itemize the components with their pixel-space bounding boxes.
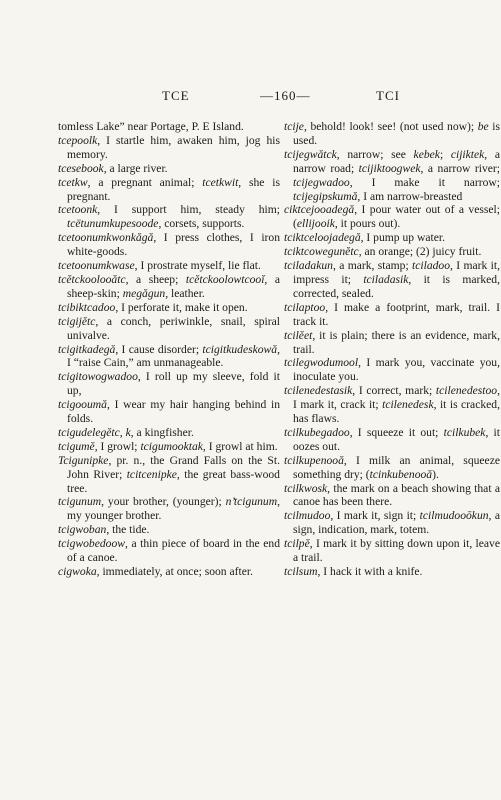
entry-text: tcilenedestoo [435, 384, 498, 398]
entry-text: , immediately, at once; soon after. [96, 565, 253, 578]
headword: cigwoka [58, 565, 97, 578]
headword: tcije [284, 120, 304, 133]
dictionary-entry [284, 565, 500, 579]
page-number: —160— [260, 88, 311, 103]
entry-text: , I support him, steady him; [97, 203, 280, 217]
dictionary-entry [58, 370, 280, 398]
headword: tcetkw [58, 175, 88, 189]
entry-text: , an orange; (2) juicy fruit. [358, 245, 482, 259]
dictionary-entry [58, 301, 280, 315]
entry-text: , a narrow river; [420, 161, 500, 175]
headword: tcigwobedoow [58, 537, 125, 551]
headword: tcijegwătck [284, 147, 337, 161]
entry-text: , a sign, indication, mark, totem. [293, 509, 500, 537]
running-header [60, 88, 440, 106]
entry-text: n’tcigunum [225, 495, 278, 509]
entry-text: , corsets, supports. [158, 217, 245, 231]
entry-text: , a thin piece of board in the end of a canoe. [67, 537, 280, 565]
headword: tcesebook [58, 161, 104, 175]
headword: tcigijĕtc [58, 314, 96, 328]
entry-text: , my younger brother. [67, 495, 280, 523]
entry-text: be [477, 120, 489, 133]
entry-text: tcijegwadoo [293, 175, 350, 189]
dictionary-entry [284, 259, 500, 301]
headword: tcetoonumkwonkăgă [58, 231, 154, 245]
entry-text: tcijiktoogwek [358, 161, 421, 175]
entry-text: cijiktek [450, 147, 485, 161]
entry-text: , I make a footprint, mark, trail. I track it. [293, 300, 500, 328]
headword: tcilkwosk [284, 481, 328, 495]
dictionary-entry [58, 273, 280, 301]
headword: tciktceloojadegă [284, 231, 361, 245]
entry-text: ; [439, 147, 451, 161]
dictionary-entry [284, 454, 500, 482]
dictionary-entry [58, 203, 280, 231]
dictionary-entry [58, 176, 280, 204]
entry-text: kebek [413, 147, 440, 161]
entry-text: tcilmudooōkun [419, 509, 489, 523]
headword: Tcigunipke [58, 453, 109, 467]
entry-text: , leather. [165, 286, 205, 300]
headword: tcilaptoo [284, 300, 326, 314]
dictionary-entry [58, 440, 280, 454]
entry-text: , I press clothes, I iron white-goods. [67, 231, 280, 259]
headword: ciktcejooadegă [284, 203, 355, 217]
entry-text: , I “raise Cain,” am unmanageable. [67, 342, 280, 370]
entry-text: tomless Lake” near Portage, P. E Island. [58, 120, 244, 133]
entry-text: ). [432, 467, 439, 481]
header-left-guide-word: TCE [162, 88, 190, 103]
entry-text: , your brother, (younger); [101, 495, 226, 509]
entry-text: tciladoo [412, 259, 451, 273]
entry-text: , it pours out). [334, 217, 401, 231]
header-right-guide-word: TCI [376, 88, 400, 103]
entry-text: , I prostrate myself, lie flat. [134, 259, 261, 273]
headword: tcilsum [284, 565, 318, 578]
entry-text: , pr. n., the Grand Falls on the St. John River; [67, 453, 280, 481]
entry-text: tcĕtckoolowtcooĭ [185, 272, 265, 286]
dictionary-entry [58, 454, 280, 496]
dictionary-entry [284, 426, 500, 454]
entry-text: , I perforate it, make it open. [115, 300, 248, 314]
entry-text: , a sheep; [125, 272, 186, 286]
entry-text: , I hack it with a knife. [317, 565, 423, 578]
dictionary-entry [58, 315, 280, 343]
dictionary-entry [58, 120, 280, 134]
entry-text: , a kingfisher. [130, 425, 194, 439]
entry-text: , I pour water out of a vessel; ( [293, 203, 500, 231]
dictionary-entry [284, 231, 500, 245]
dictionary-entry [284, 509, 500, 537]
entry-text: , a large river. [103, 161, 168, 175]
dictionary-entry [58, 162, 280, 176]
entry-text: , it is plain; there is an evidence, mark, trail. [293, 328, 500, 356]
headword: tcilpĕ [284, 537, 310, 551]
entry-text: is used. [293, 120, 501, 147]
entry-text: megăgun [122, 286, 166, 300]
dictionary-entry [284, 384, 500, 426]
entry-text: , a narrow road; [293, 147, 501, 175]
entry-text: , it oozes out. [293, 425, 500, 453]
dictionary-entry [284, 356, 500, 384]
dictionary-entry [58, 343, 280, 371]
entry-text: tcitcenipke [126, 467, 177, 481]
dictionary-entry [58, 495, 280, 523]
entry-text: , a conch, periwinkle, snail, spiral univalve. [67, 314, 280, 342]
headword: tcigunum [58, 495, 102, 509]
entry-text: tcinkubenooă [369, 467, 433, 481]
dictionary-entry [58, 134, 280, 162]
entry-text: , I mark it, sign it; [330, 509, 420, 523]
entry-text: , I mark it, impress it; [293, 259, 500, 286]
dictionary-entry [284, 482, 500, 510]
dictionary-entry [284, 203, 500, 231]
headword: tcetoonumkwase [58, 259, 135, 273]
entry-text: tcetkwit [202, 175, 239, 189]
headword: tcilmudoo [284, 509, 331, 523]
headword: tcilkupenooă [284, 453, 344, 467]
entry-text: , narrow; see [336, 147, 414, 161]
dictionary-entry [284, 301, 500, 329]
dictionary-entry [58, 523, 280, 537]
right-column [284, 120, 500, 579]
entry-text: , I squeeze it out; [349, 425, 444, 439]
entry-text: , I am narrow-breasted [357, 189, 463, 203]
entry-text: , I mark it by sitting down upon it, leave a trail. [293, 537, 500, 565]
headword: tciladakun [284, 259, 333, 273]
entry-text: , the tide. [106, 523, 150, 537]
dictionary-entry [58, 537, 280, 565]
entry-text: , I growl; [94, 439, 141, 453]
headword: tcetoonk [58, 203, 98, 217]
entry-text: tcijegipskumă [293, 189, 358, 203]
headword: tcigitkadegă [58, 342, 116, 356]
dictionary-entry [58, 565, 280, 579]
entry-text: , I roll up my sleeve, fold it up, [67, 370, 280, 398]
headword: tcigumĕ [58, 439, 95, 453]
headword: tcilkubegadoo [284, 425, 350, 439]
entry-text: , I make it narrow; [349, 175, 500, 189]
entry-text: tcëtunumkupesoode [67, 217, 159, 231]
headword: tciktcowegunĕtc [284, 245, 359, 259]
entry-text: , I pump up water. [360, 231, 445, 245]
entry-text: , I milk an animal, squeeze something dry; ( [293, 453, 500, 481]
entry-text: , she is pregnant. [67, 175, 280, 203]
dictionary-entry [58, 259, 280, 273]
dictionary-entry [58, 231, 280, 259]
headword: tcĕtckoolooătc [58, 272, 126, 286]
entry-text: , a sheep-skin; [67, 272, 280, 300]
dictionary-entry [284, 148, 500, 204]
entry-text: , the mark on a beach showing that a canoe has been there. [293, 481, 500, 509]
headword: tcilenedestasik [284, 384, 353, 398]
entry-text: tciladasik [363, 272, 409, 286]
entry-text: , a pregnant animal; [87, 175, 203, 189]
dictionary-entry [284, 120, 500, 148]
entry-text: , I wear my hair hanging behind in folds. [67, 398, 280, 426]
entry-text: , behold! look! see! (not used now); [303, 120, 478, 133]
entry-text: , I startle him, awaken him, jog his memory. [67, 133, 280, 161]
entry-text: , I mark you, vaccinate you, inoculate you. [293, 356, 500, 384]
entry-text: tcilenedesk [382, 398, 434, 412]
entry-text: , I mark it, crack it; [293, 384, 500, 412]
headword: tcilĕet [284, 328, 313, 342]
entry-text: ellijooik [296, 217, 335, 231]
left-column [58, 120, 280, 579]
entry-text: , I cause disorder; [115, 342, 203, 356]
entry-text: tcigitkudeskowă [202, 342, 278, 356]
entry-text: , a mark, stamp; [332, 259, 413, 273]
headword: tcigwoban [58, 523, 107, 537]
headword: tcigitowogwadoo [58, 370, 138, 384]
dictionary-entry [58, 398, 280, 426]
dictionary-entry [284, 537, 500, 565]
entry-text: , it is marked, corrected, sealed. [293, 272, 501, 300]
dictionary-entry [284, 245, 500, 259]
entry-text: , I growl at him. [202, 439, 278, 453]
headword: tcigudelegĕtc, k [58, 425, 131, 439]
dictionary-entry [284, 329, 500, 357]
headword: tcibiktcadoo [58, 300, 116, 314]
entry-text: , I correct, mark; [352, 384, 436, 398]
entry-text: tcigumooktak [140, 439, 203, 453]
headword: tcigooumă [58, 398, 107, 412]
dictionary-entry [58, 426, 280, 440]
entry-text: , it is cracked, has flaws. [293, 398, 500, 426]
entry-text: tcilkubek [443, 425, 486, 439]
headword: tcilegwodumool [284, 356, 359, 370]
headword: tcepoolk [58, 133, 98, 147]
entry-text: , the great bass-wood tree. [67, 467, 280, 495]
